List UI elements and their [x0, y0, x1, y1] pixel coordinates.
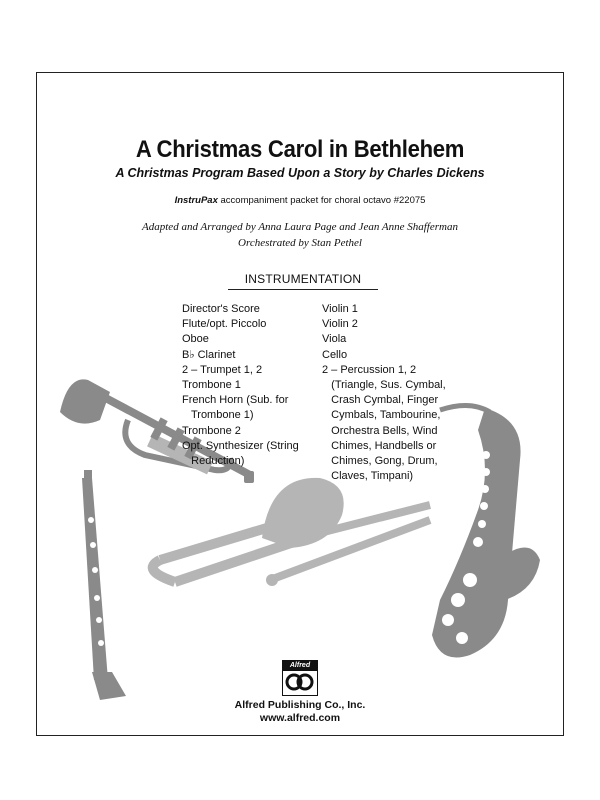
list-item: 2 – Trumpet 1, 2	[182, 363, 263, 376]
list-item: Chimes, Gong, Drum,	[322, 455, 438, 468]
subtitle: A Christmas Program Based Upon a Story by Charles Dickens	[115, 166, 485, 180]
list-item: Director's Score	[182, 303, 260, 315]
list-item: Reduction)	[182, 455, 245, 468]
logo-mark-icon	[283, 671, 316, 694]
list-item: Chimes, Handbells or	[322, 439, 437, 452]
publisher-block	[0, 699, 600, 725]
list-item: Orchestra Bells, Wind	[322, 424, 438, 437]
list-item: French Horn (Sub. for	[182, 394, 289, 407]
list-item: Trombone 1	[182, 379, 241, 392]
instrumentation-heading: INSTRUMENTATION	[244, 272, 362, 286]
list-item: Cello	[322, 348, 348, 361]
adapted-credit: Adapted and Arranged by Anna Laura Page and Jean Anne Shafferman	[142, 221, 458, 233]
list-item: Viola	[322, 333, 347, 346]
logo-text: Alfred	[283, 661, 317, 671]
instrument-list-right	[322, 302, 457, 484]
list-item: Flute/opt. Piccolo	[182, 318, 267, 331]
list-item: Trombone 1)	[182, 409, 254, 422]
list-item: Cymbals, Tambourine,	[322, 409, 441, 422]
instrupax-brand: InstruPax	[174, 195, 218, 206]
list-item: 2 – Percussion 1, 2	[322, 363, 417, 376]
list-item: Claves, Timpani)	[322, 470, 414, 483]
list-item: Opt. Synthesizer (String	[182, 439, 299, 452]
alfred-logo	[282, 660, 318, 696]
instrument-list-left	[182, 302, 332, 469]
publisher-name: Alfred Publishing Co., Inc.	[234, 699, 366, 711]
clarinet-icon	[82, 470, 126, 700]
list-item: Violin 2	[322, 318, 358, 331]
trombone-icon	[153, 478, 430, 586]
list-item: Violin 1	[322, 303, 358, 315]
instrumentation-rule	[228, 289, 378, 290]
list-item: Crash Cymbal, Finger	[322, 394, 439, 407]
credits	[0, 219, 600, 251]
list-item: (Triangle, Sus. Cymbal,	[322, 379, 446, 392]
instrupax-line	[0, 195, 600, 206]
publisher-url[interactable]: www.alfred.com	[259, 712, 341, 724]
list-item: Trombone 2	[182, 424, 241, 437]
orchestrated-credit: Orchestrated by Stan Pethel	[238, 237, 362, 249]
list-item: Oboe	[182, 333, 209, 346]
list-item: B♭ Clarinet	[182, 348, 236, 361]
page-title: A Christmas Carol in Bethlehem	[135, 136, 465, 163]
instrupax-text: accompaniment packet for choral octavo #22075	[217, 195, 426, 206]
